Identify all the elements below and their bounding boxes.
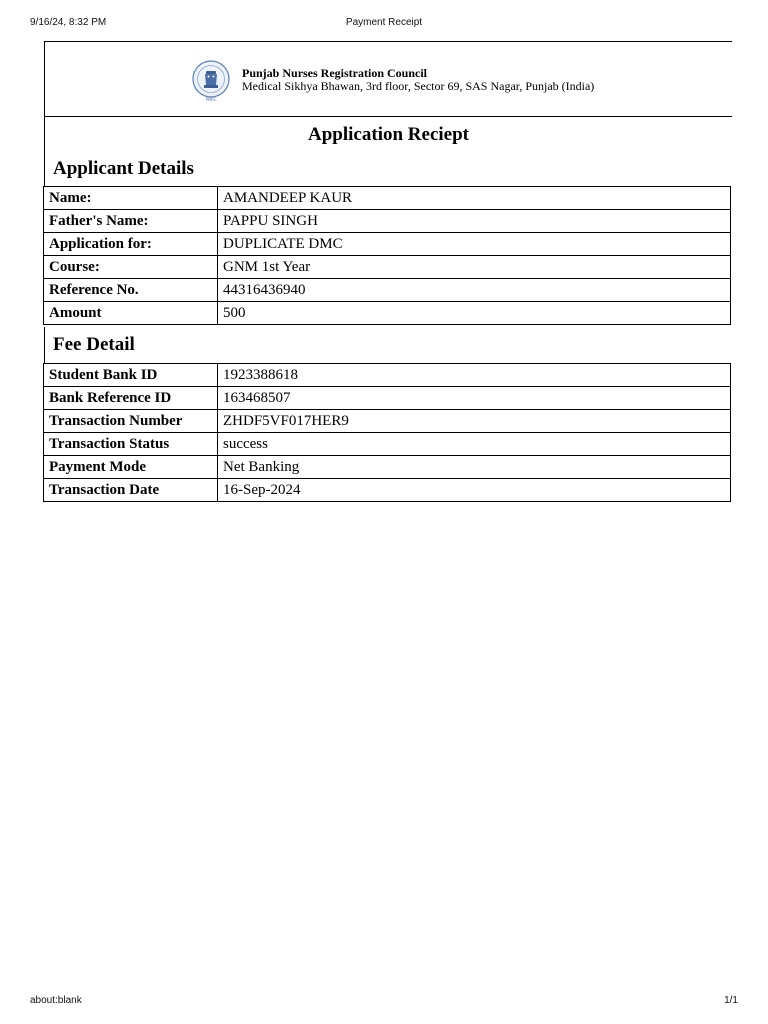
receipt [44, 41, 732, 502]
print-header [0, 17, 768, 31]
row-label: Application for: [44, 233, 218, 256]
row-value: DUPLICATE DMC [218, 233, 731, 256]
receipt-body [44, 117, 732, 186]
row-value: PAPPU SINGH [218, 210, 731, 233]
fee-detail-heading: Fee Detail [53, 334, 135, 355]
organization-name: Punjab Nurses Registration Council [242, 66, 428, 80]
row-value: 500 [218, 302, 731, 325]
row-label: Transaction Date [44, 479, 218, 502]
government-emblem-icon [191, 59, 231, 103]
organization-address: Medical Sikhya Bhawan, 3rd floor, Sector 69, SAS Nagar, Punjab (India) [242, 79, 595, 93]
row-label: Transaction Number [44, 410, 218, 433]
table-row [44, 479, 731, 502]
applicant-details-heading: Applicant Details [53, 158, 194, 179]
print-page-number: 1/1 [724, 995, 738, 1006]
row-label: Bank Reference ID [44, 387, 218, 410]
row-label: Name: [44, 187, 218, 210]
organization-header [44, 41, 732, 117]
row-label: Amount [44, 302, 218, 325]
page-title: Application Reciept [308, 124, 469, 145]
table-row [44, 456, 731, 479]
row-value: GNM 1st Year [218, 256, 731, 279]
row-value: AMANDEEP KAUR [218, 187, 731, 210]
table-row [44, 433, 731, 456]
row-value: 1923388618 [218, 364, 731, 387]
table-row [44, 256, 731, 279]
row-label: Reference No. [44, 279, 218, 302]
print-page-title: Payment Receipt [345, 17, 423, 28]
table-row [44, 279, 731, 302]
table-row [44, 187, 731, 210]
print-url: about:blank [30, 995, 82, 1006]
table-row [44, 364, 731, 387]
table-row [44, 210, 731, 233]
print-datetime: 9/16/24, 8:32 PM [30, 17, 107, 28]
row-label: Student Bank ID [44, 364, 218, 387]
row-label: Father's Name: [44, 210, 218, 233]
applicant-details-table [43, 186, 731, 325]
row-value: 44316436940 [218, 279, 731, 302]
table-row [44, 387, 731, 410]
row-label: Transaction Status [44, 433, 218, 456]
svg-text:PNRC: PNRC [205, 97, 217, 102]
table-row [44, 233, 731, 256]
row-value: success [218, 433, 731, 456]
row-value: 163468507 [218, 387, 731, 410]
row-value: ZHDF5VF017HER9 [218, 410, 731, 433]
table-row [44, 302, 731, 325]
print-footer [0, 995, 768, 1009]
row-value: 16-Sep-2024 [218, 479, 731, 502]
row-label: Payment Mode [44, 456, 218, 479]
row-label: Course: [44, 256, 218, 279]
table-row [44, 410, 731, 433]
fee-section [44, 327, 732, 363]
row-value: Net Banking [218, 456, 731, 479]
fee-detail-table [43, 363, 731, 502]
